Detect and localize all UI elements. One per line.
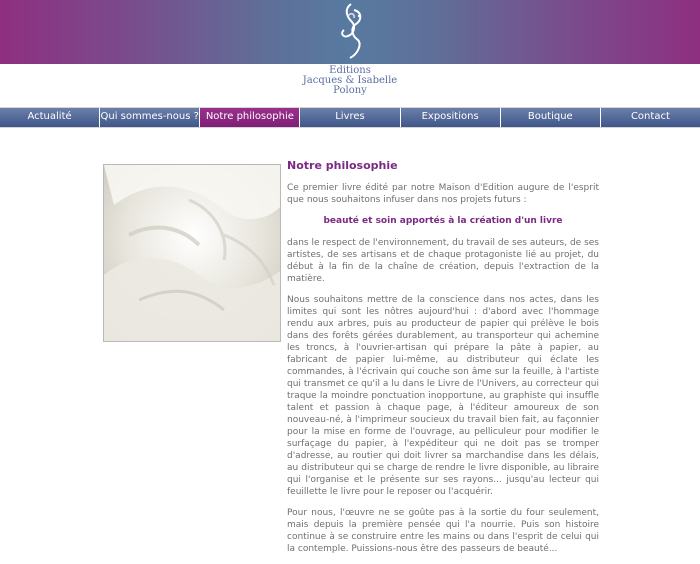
brand-line-polony: Polony bbox=[333, 85, 367, 96]
brand-line-editions: Editions bbox=[329, 65, 371, 76]
paragraph-respect: dans le respect de l'environnement, du travail de ses auteurs, de ses artistes, de ses artisans et de chaque protagoniste lié au projet, du début à la fin de la chaîne de création, depuis l'extraction de la matière. bbox=[287, 238, 599, 284]
nav-item-notre-philosophie[interactable]: Notre philosophie bbox=[200, 108, 300, 127]
logo-icon bbox=[318, 0, 382, 64]
nav-item-boutique[interactable]: Boutique bbox=[501, 108, 601, 127]
nav-item-actualite[interactable]: Actualité bbox=[0, 108, 100, 127]
paragraph-intro: Ce premier livre édité par notre Maison d'Edition augure de l'esprit que nous souhaitons infuser dans nos projets futurs : bbox=[287, 183, 599, 205]
flower-illustration bbox=[104, 165, 281, 342]
philosophy-content bbox=[287, 160, 599, 564]
page-title: Notre philosophie bbox=[287, 159, 398, 172]
flower-photo bbox=[103, 164, 281, 342]
main-nav bbox=[0, 107, 700, 128]
paragraph-conscience: Nous souhaitons mettre de la conscience dans nos actes, dans les limites qui sont les nôtres aujourd'hui : d'abord avec l'hommage rendu aux arbres, puis au producteur de papier qui prélève le bois dans des forêts gérées durablement, au transporteur qui achemine les troncs, à l'ouvrier-artisan qui prépare la pâte à papier, au fabricant de papier lui-même, au distributeur qui éclate les commandes, à l'écrivain qui couche son âme sur la feuille, à l'artiste qui transmet ce qu'il a lu dans le Livre de l'Univers, au correcteur qui traque la moindre ponctuation inopportune, au graphiste qui insuffle talent et passion à chaque page, à l'éditeur amoureux de son nouveau-né, à l'imprimeur soucieux du travail bien fait, au façonnier pour la mise en forme de l'ouvrage, au pelliculeur pour modifier le surfaçage du papier, à l'expéditeur qui ne doit pas se tromper d'adresse, au routier qui doit livrer sa marchandise dans les délais, au distributeur qui se charge de rendre le livre disponible, au libraire qui l'organise et le présente sur ses rayons... jusqu'au lecteur qui feuillette le livre pour le reposer ou l'acquérir. bbox=[287, 295, 599, 497]
highlight-quote: beauté et soin apportés à la création d'un livre bbox=[323, 216, 563, 226]
paragraph-oeuvre: Pour nous, l'œuvre ne se goûte pas à la sortie du four seulement, mais depuis la première pensée qui l'a nourrie. Puis son histoire continue à se construire entre les mains ou dans l'esprit de celui qui la contemple. Puissions-nous être des passeurs de beauté... bbox=[287, 508, 599, 554]
brand-name bbox=[0, 66, 700, 96]
nav-item-livres[interactable]: Livres bbox=[300, 108, 400, 127]
header-banner bbox=[0, 0, 700, 64]
nav-item-qui-sommes-nous[interactable]: Qui sommes-nous ? bbox=[100, 108, 200, 127]
nav-item-contact[interactable]: Contact bbox=[601, 108, 700, 127]
nav-item-expositions[interactable]: Expositions bbox=[401, 108, 501, 127]
brand-line-authors: Jacques & Isabelle bbox=[302, 75, 398, 86]
